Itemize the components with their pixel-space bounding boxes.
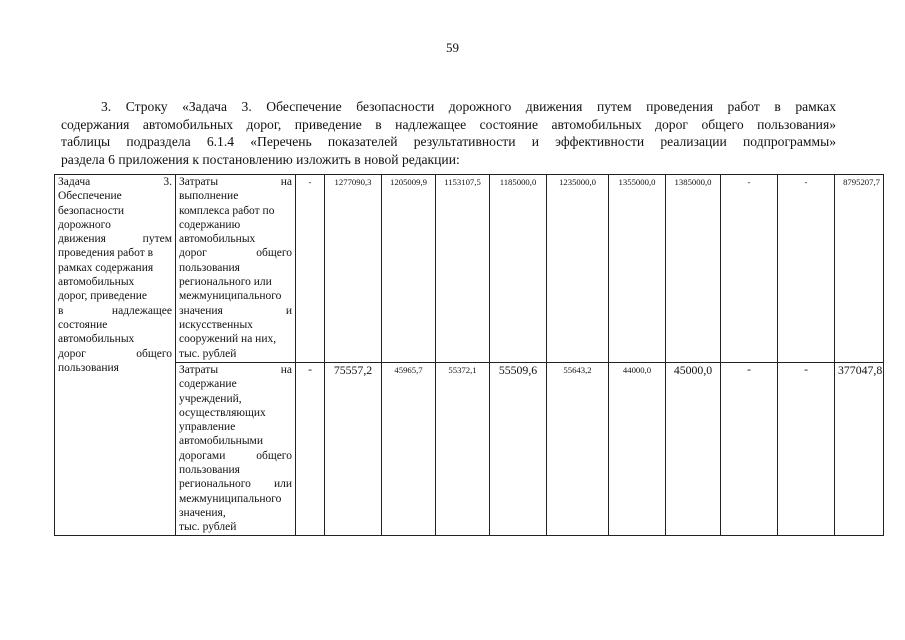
value-cell: 1355000,0 bbox=[609, 175, 666, 363]
cell-dash: - bbox=[778, 175, 835, 363]
indicator-line: тыс. рублей bbox=[179, 347, 237, 360]
value-cell: 1277090,3 bbox=[325, 175, 382, 363]
value-cell: 1385000,0 bbox=[666, 175, 721, 363]
cell-dash: - bbox=[296, 363, 325, 536]
task-cell bbox=[55, 175, 176, 536]
indicator-line: учреждений, bbox=[179, 392, 242, 405]
page-number: 59 bbox=[446, 40, 459, 55]
intro-line: таблицы подраздела 6.1.4 «Перечень показателей результативности и эффективности реализации подпрограммы» bbox=[61, 134, 836, 149]
task-line: дорожного bbox=[58, 218, 111, 231]
task-line: Задача 3. bbox=[58, 176, 172, 188]
task-line: проведения работ в bbox=[58, 247, 154, 260]
task-line: автомобильных bbox=[58, 276, 135, 289]
task-line: рамках содержания bbox=[58, 261, 154, 274]
indicator-line: осуществляющих bbox=[179, 406, 266, 419]
indicator-line: автомобильными bbox=[179, 435, 263, 448]
table-row bbox=[55, 363, 884, 536]
value-cell: 55643,2 bbox=[547, 363, 609, 536]
task-line: дорог общего bbox=[58, 347, 172, 360]
indicator-line: Затраты на bbox=[179, 364, 292, 376]
total-cell: 8795207,7 bbox=[835, 175, 884, 363]
task-line: пользования bbox=[58, 361, 119, 374]
intro-paragraph bbox=[61, 98, 836, 168]
indicator-line: значения, bbox=[179, 506, 226, 519]
indicator-line: выполнение bbox=[179, 190, 239, 203]
indicator-line: автомобильных bbox=[179, 233, 256, 246]
task-line: автомобильных bbox=[58, 333, 135, 346]
indicator-line: межмуниципального bbox=[179, 492, 282, 505]
cell-dash: - bbox=[721, 363, 778, 536]
cell-dash: - bbox=[721, 175, 778, 363]
task-line: движения путем bbox=[58, 233, 172, 246]
task-line: состояние bbox=[58, 318, 108, 331]
table-row bbox=[55, 175, 884, 363]
indicator-line: управление bbox=[179, 421, 236, 434]
intro-line: раздела 6 приложения к постановлению изложить в новой редакции: bbox=[61, 151, 460, 167]
indicator-line: содержание bbox=[179, 378, 237, 391]
value-cell: 1235000,0 bbox=[547, 175, 609, 363]
task-line: Обеспечение bbox=[58, 190, 122, 203]
task-line: безопасности bbox=[58, 204, 125, 217]
indicator-line: содержанию bbox=[179, 218, 241, 231]
cell-dash: - bbox=[778, 363, 835, 536]
task-line: в надлежащее bbox=[58, 304, 172, 317]
indicator-line: межмуниципального bbox=[179, 290, 282, 303]
total-cell: 377047,8 bbox=[835, 363, 884, 536]
indicator-line: пользования bbox=[179, 464, 240, 477]
value-cell: 75557,2 bbox=[325, 363, 382, 536]
value-cell: 1153107,5 bbox=[436, 175, 490, 363]
value-cell: 1205009,9 bbox=[382, 175, 436, 363]
value-cell: 55372,1 bbox=[436, 363, 490, 536]
intro-line: 3. Строку «Задача 3. Обеспечение безопасности дорожного движения путем проведения работ в рамках bbox=[101, 99, 836, 114]
value-cell: 55509,6 bbox=[490, 363, 547, 536]
indicators-table bbox=[54, 174, 884, 536]
indicator-line: дорог общего bbox=[179, 247, 292, 260]
indicator-cell bbox=[176, 363, 296, 536]
value-cell: 44000,0 bbox=[609, 363, 666, 536]
indicator-line: пользования bbox=[179, 261, 240, 274]
indicator-line: дорогами общего bbox=[179, 449, 292, 462]
value-cell: 45965,7 bbox=[382, 363, 436, 536]
indicator-line: Затраты на bbox=[179, 176, 292, 188]
indicator-line: сооружений на них, bbox=[179, 333, 277, 346]
indicator-line: регионального или bbox=[179, 276, 272, 289]
indicator-cell bbox=[176, 175, 296, 363]
indicator-line: значения и bbox=[179, 304, 292, 317]
value-cell: 1185000,0 bbox=[490, 175, 547, 363]
value-cell: 45000,0 bbox=[666, 363, 721, 536]
indicator-line: тыс. рублей bbox=[179, 521, 237, 534]
intro-line: содержания автомобильных дорог, приведение в надлежащее состояние автомобильных дорог общего пользования» bbox=[61, 116, 836, 132]
indicator-line: искусственных bbox=[179, 318, 253, 331]
cell-dash: - bbox=[296, 175, 325, 363]
indicator-line: регионального или bbox=[179, 478, 292, 491]
indicator-line: комплекса работ по bbox=[179, 204, 275, 217]
task-line: дорог, приведение bbox=[58, 290, 148, 303]
